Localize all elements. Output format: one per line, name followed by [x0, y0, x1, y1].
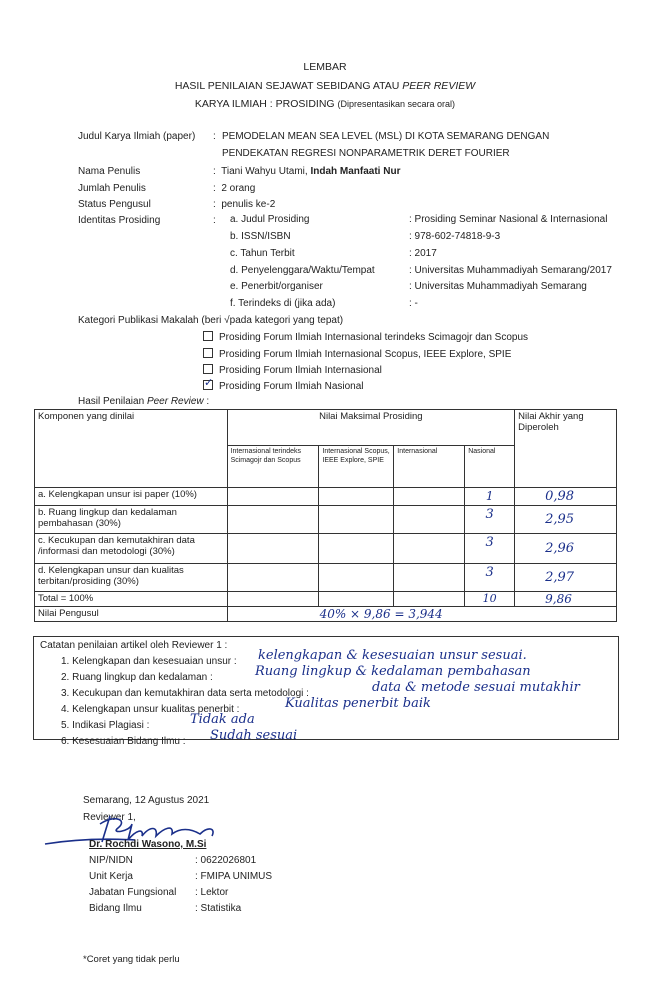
th-sub: Internasional [394, 446, 465, 488]
score-table [34, 409, 617, 622]
cell-total-label: Total = 100% [35, 592, 228, 607]
catatan-item-label: 3. Kecukupan dan kemutakhiran data serta metodologi : [61, 688, 309, 699]
checkbox-icon[interactable] [203, 364, 213, 374]
reviewer-label: Reviewer 1, [83, 812, 136, 823]
cell-nasional: 1 [465, 488, 515, 506]
catatan-handwriting: kelengkapan & kesesuaian unsur sesuai. [258, 648, 527, 663]
th-nilai-akhir: Nilai Akhir yang Diperoleh [515, 410, 617, 446]
nama-plain: Tiani Wahyu Utami, [221, 166, 311, 177]
cell-empty [394, 506, 465, 534]
th-nilai-maks: Nilai Maksimal Prosiding [227, 410, 515, 446]
th-empty [515, 446, 617, 488]
kategori-option[interactable] [203, 348, 511, 360]
catatan-handwriting: Kualitas penerbit baik [285, 696, 431, 711]
identitas-item-label: d. Penyelenggara/Waktu/Tempat [230, 265, 375, 276]
identitas-item-value: : - [409, 298, 418, 309]
identitas-item-label: f. Terindeks di (jika ada) [230, 298, 336, 309]
table-header-row [35, 410, 617, 446]
jumlah-text: 2 orang [221, 183, 256, 194]
cell-komponen: c. Kecukupan dan kemutakhiran data /informasi dan metodologi (30%) [35, 534, 228, 564]
checkbox-icon[interactable] [203, 348, 213, 358]
cell-total-nilai: 9,86 [515, 592, 617, 607]
kategori-option-label: Prosiding Forum Ilmiah Internasional terindeks Scimagojr dan Scopus [219, 332, 529, 343]
sig-value: : Lektor [195, 887, 229, 898]
identitas-item-label: e. Penerbit/organiser [230, 281, 323, 292]
catatan-handwriting: data & metode sesuai mutakhir [372, 680, 580, 695]
cell-empty [319, 592, 394, 607]
header-line3-text: KARYA ILMIAH : PROSIDING [194, 98, 338, 110]
cell-nilai: 2,97 [515, 564, 617, 592]
cell-empty [227, 564, 319, 592]
cell-nasional: 3 [465, 564, 515, 592]
th-komponen: Komponen yang dinilai [35, 410, 228, 488]
cell-empty [394, 534, 465, 564]
status-value: : penulis ke-2 [213, 199, 276, 210]
hasil-label [78, 396, 209, 407]
th-sub: Nasional [465, 446, 515, 488]
status-text: penulis ke-2 [221, 199, 276, 210]
sig-label: Unit Kerja [89, 871, 133, 882]
identitas-item-value: : 978-602-74818-9-3 [409, 231, 501, 242]
cell-empty [319, 488, 394, 506]
checkbox-checked-icon[interactable] [203, 380, 213, 390]
kategori-option[interactable] [203, 380, 364, 392]
table-row [35, 506, 617, 534]
table-row-total [35, 592, 617, 607]
kategori-label: Kategori Publikasi Makalah (beri √pada kategori yang tepat) [78, 315, 344, 326]
catatan-handwriting: Sudah sesuai [210, 728, 298, 743]
cell-komponen: d. Kelengkapan unsur dan kualitas terbitan/prosiding (30%) [35, 564, 228, 592]
cell-empty [227, 534, 319, 564]
cell-empty [394, 592, 465, 607]
jumlah-label: Jumlah Penulis [78, 183, 146, 194]
identitas-colon: : [213, 215, 216, 226]
reviewer-name: Dr. Rochdi Wasono, M.Si [89, 839, 207, 850]
identitas-item-label: c. Tahun Terbit [230, 248, 295, 259]
cell-empty [319, 534, 394, 564]
nama-bold: Indah Manfaati Nur [310, 166, 401, 177]
cell-empty [227, 506, 319, 534]
table-row [35, 488, 617, 506]
catatan-handwriting: Ruang lingkup & kedalaman pembahasan [255, 664, 531, 679]
cell-empty [394, 564, 465, 592]
header-line2 [0, 80, 650, 92]
checkbox-icon[interactable] [203, 331, 213, 341]
jumlah-value: : 2 orang [213, 183, 256, 194]
th-sub: Internasional terindeks Scimagojr dan Scopus [227, 446, 319, 488]
cell-empty [227, 488, 319, 506]
cell-empty [319, 506, 394, 534]
judul-line1: PEMODELAN MEAN SEA LEVEL (MSL) DI KOTA SEMARANG DENGAN [222, 131, 550, 142]
sig-value: : 0622026801 [195, 855, 257, 866]
header-line3 [0, 98, 650, 110]
identitas-item-value: : Universitas Muhammadiyah Semarang [409, 281, 587, 292]
hasil-italic: Peer Review [146, 396, 204, 407]
th-sub: Internasional Scopus, IEEE Explore, SPIE [319, 446, 394, 488]
cell-empty [227, 592, 319, 607]
kategori-option[interactable] [203, 364, 382, 376]
footnote: *Coret yang tidak perlu [83, 954, 180, 965]
header-line2-text: HASIL PENILAIAN SEJAWAT SEBIDANG ATAU [174, 80, 403, 92]
identitas-item-label: a. Judul Prosiding [230, 214, 310, 225]
cell-pengusul-value: 40% × 9,86 = 3,944 [227, 607, 616, 622]
kategori-option[interactable] [203, 331, 528, 343]
table-row [35, 534, 617, 564]
header-line2-italic: PEER REVIEW [402, 80, 476, 92]
cell-nasional: 3 [465, 534, 515, 564]
hasil-suffix: : [203, 396, 210, 407]
catatan-handwriting: Tidak ada [190, 712, 255, 727]
cell-nasional: 3 [465, 506, 515, 534]
hasil-prefix: Hasil Penilaian [78, 396, 147, 407]
catatan-item-label: 2. Ruang lingkup dan kedalaman : [61, 672, 213, 683]
header-line3-small: (Dipresentasikan secara oral) [337, 99, 456, 109]
place-date: Semarang, 12 Agustus 2021 [83, 795, 210, 806]
table-row [35, 564, 617, 592]
cell-empty [319, 564, 394, 592]
cell-komponen: a. Kelengkapan unsur isi paper (10%) [35, 488, 228, 506]
identitas-item-value: : Prosiding Seminar Nasional & Internasional [409, 214, 608, 225]
catatan-item-label: 4. Kelengkapan unsur kualitas penerbit : [61, 704, 240, 715]
kategori-option-label: Prosiding Forum Ilmiah Internasional [219, 365, 382, 376]
cell-nilai: 2,96 [515, 534, 617, 564]
judul-label: Judul Karya Ilmiah (paper) [78, 131, 196, 142]
cell-komponen: b. Ruang lingkup dan kedalaman pembahasan (30%) [35, 506, 228, 534]
cell-total-nasional: 10 [465, 592, 515, 607]
sig-value: : Statistika [195, 903, 242, 914]
sig-value: : FMIPA UNIMUS [195, 871, 273, 882]
sig-label: Bidang Ilmu [89, 903, 142, 914]
nama-label: Nama Penulis [78, 166, 141, 177]
nama-value: : Tiani Wahyu Utami, Indah Manfaati Nur [213, 166, 401, 177]
sig-label: Jabatan Fungsional [89, 887, 177, 898]
header-line1: LEMBAR [303, 61, 347, 73]
kategori-option-label: Prosiding Forum Ilmiah Internasional Scopus, IEEE Explore, SPIE [219, 349, 512, 360]
cell-empty [394, 488, 465, 506]
judul-colon: : [213, 131, 216, 142]
identitas-item-value: : 2017 [409, 248, 437, 259]
cell-pengusul-label: Nilai Pengusul [35, 607, 228, 622]
table-row-pengusul [35, 607, 617, 622]
identitas-item-label: b. ISSN/ISBN [230, 231, 291, 242]
judul-line2: PENDEKATAN REGRESI NONPARAMETRIK DERET FOURIER [222, 148, 510, 159]
catatan-item-label: 5. Indikasi Plagiasi : [61, 720, 150, 731]
identitas-label: Identitas Prosiding [78, 215, 161, 226]
cell-nilai: 2,95 [515, 506, 617, 534]
status-label: Status Pengusul [78, 199, 151, 210]
cell-nilai: 0,98 [515, 488, 617, 506]
sig-label: NIP/NIDN [89, 855, 133, 866]
catatan-item-label: 1. Kelengkapan dan kesesuaian unsur : [61, 656, 237, 667]
identitas-item-value: : Universitas Muhammadiyah Semarang/2017 [409, 265, 612, 276]
catatan-title: Catatan penilaian artikel oleh Reviewer 1 : [40, 640, 228, 651]
catatan-item-label: 6. Kesesuaian Bidang Ilmu : [61, 736, 186, 747]
kategori-option-label: Prosiding Forum Ilmiah Nasional [219, 381, 364, 392]
